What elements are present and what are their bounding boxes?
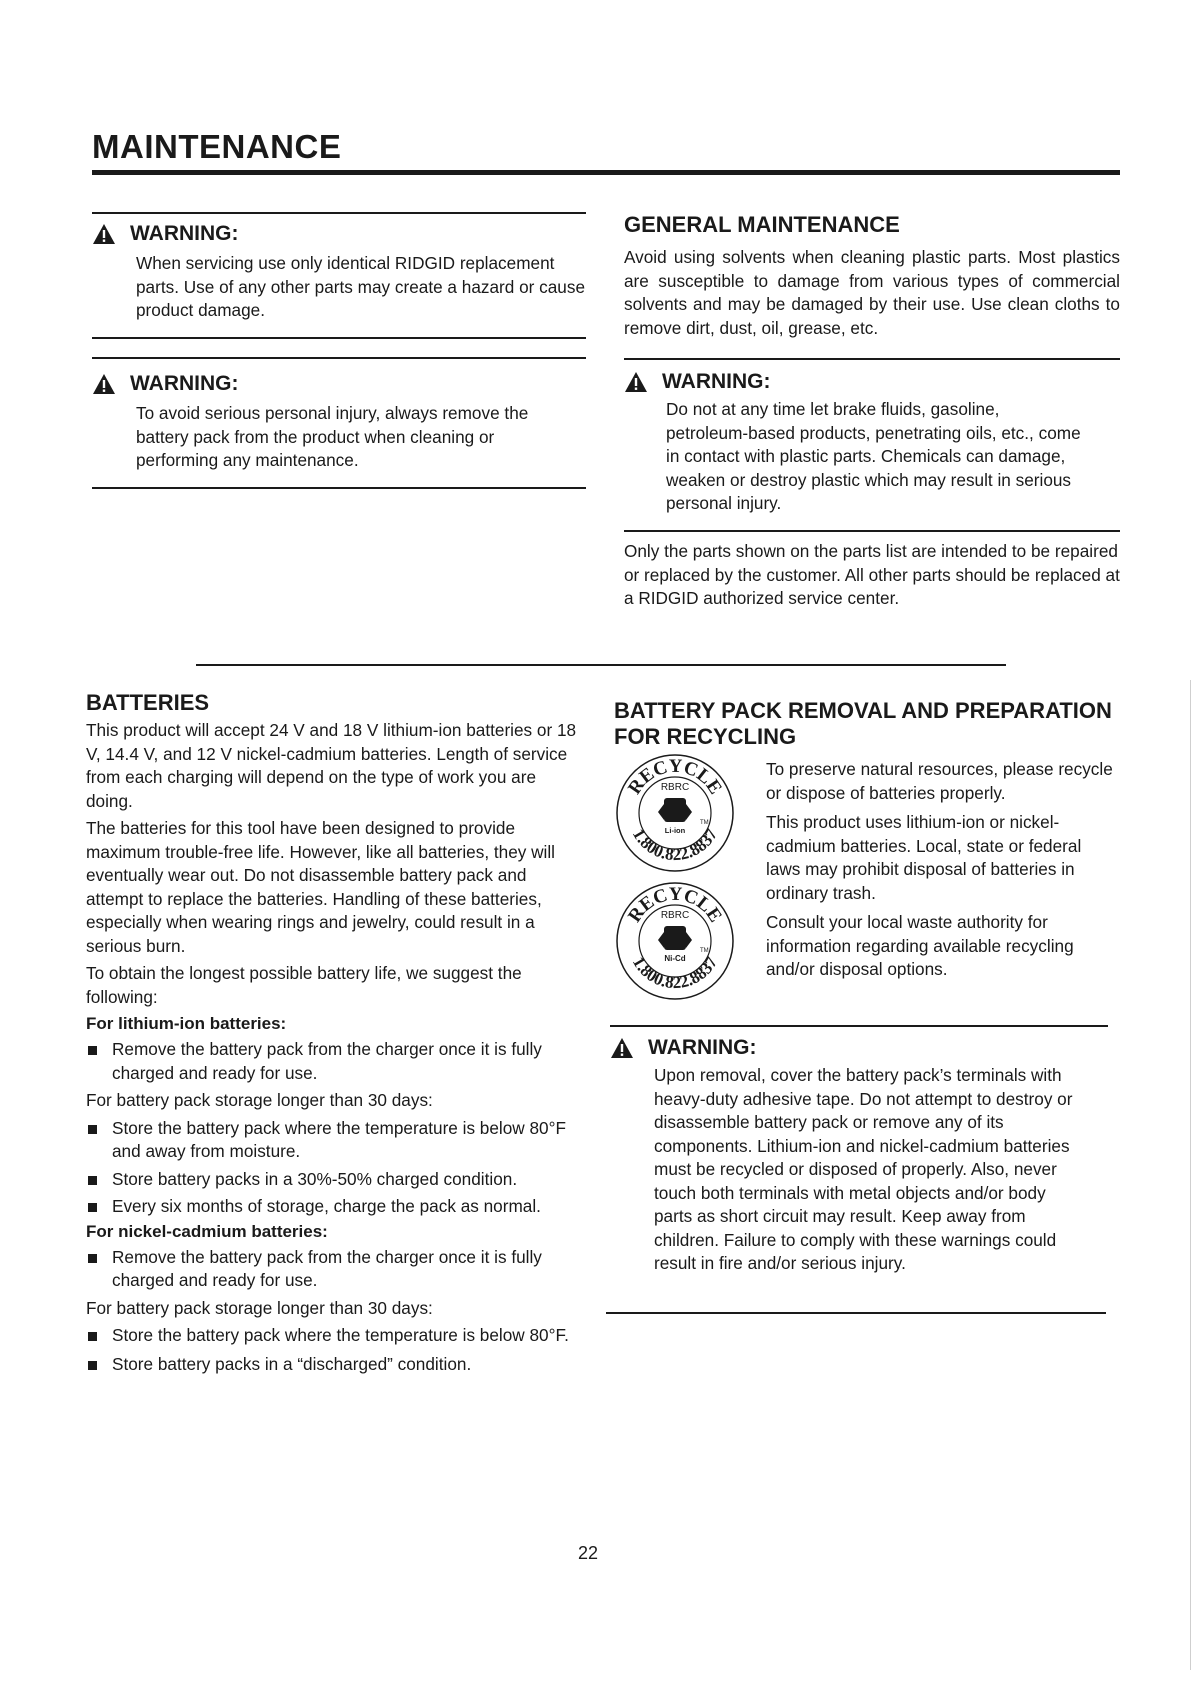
general-maintenance-heading: GENERAL MAINTENANCE xyxy=(624,212,900,237)
recycling-warning-bottom-rule xyxy=(606,1312,1106,1314)
list-item: Store battery packs in a 30%-50% charged condition. xyxy=(86,1168,586,1192)
list-item: Store the battery pack where the temperature is below 80°F and away from moisture. xyxy=(86,1117,586,1164)
title-rule xyxy=(92,170,1120,175)
batteries-paragraph-2: The batteries for this tool have been designed to provide maximum trouble-free life. However, like all batteries, they will eventually wear out. Do not disassemble battery pack and attempt to replace the batteries. Handling of these batteries, especially when wearing rings and jewelry, could result in a serious burn. xyxy=(86,818,556,956)
recycling-heading xyxy=(614,698,1134,750)
warning2-block xyxy=(92,372,586,473)
gm-warning-text: Do not at any time let brake fluids, gasoline, petroleum-based products, penetrating oils, etc., come in contact with plastic parts. Chemicals can damage, weaken or destroy plastic which may result in serious personal injury. xyxy=(666,399,1081,513)
general-maintenance-text: Avoid using solvents when cleaning plastic parts. Most plastics are susceptible to damage from various types of commercial solvents and may be damaged by their use. Use clean cloths to remove dirt, dust, oil, grease, etc. xyxy=(624,247,1120,338)
recycling-warning-text: Upon removal, cover the battery pack’s terminals with heavy-duty adhesive tape. Do not attempt to destroy or disassemble battery pack or remove any of its components. Lithium-ion and nickel-cadmium batteries must be recycled or disposed of properly. Also, never touch both terminals with metal objects and/or body parts as short circuit may result. Keep away from children. Failure to comply with these warnings could result in fire and/or serious injury. xyxy=(654,1065,1073,1273)
recycling-text-block xyxy=(766,758,1116,982)
liion-heading: For lithium-ion batteries: xyxy=(86,1014,287,1033)
warning-triangle-icon xyxy=(624,371,648,393)
warning1-top-rule xyxy=(92,212,586,214)
seal1-top-text: RECYCLE xyxy=(624,755,726,799)
warning2-label: WARNING: xyxy=(130,372,239,395)
warning1-bottom-rule xyxy=(92,337,586,339)
list-item: Remove the battery pack from the charger once it is fully charged and ready for use. xyxy=(86,1246,586,1293)
seal2-org-text: RBRC xyxy=(660,910,690,921)
warning-triangle-icon xyxy=(92,373,116,395)
rbrc-nicd-seal-icon xyxy=(614,880,736,1002)
parts-note: Only the parts shown on the parts list are intended to be repaired or replaced by the customer. All other parts should be replaced at a RIDGID authorized service center. xyxy=(624,541,1120,608)
batteries-paragraph-1: This product will accept 24 V and 18 V lithium-ion batteries or 18 V, 14.4 V, and 12 V nickel-cadmium batteries. Length of service from each charging will depend on the type of work you are doing. xyxy=(86,720,577,811)
gm-warning-bottom-rule xyxy=(624,530,1120,532)
seal2-chem-text: Ni-Cd xyxy=(664,954,686,963)
list-item: Store the battery pack where the temperature is below 80°F. xyxy=(86,1324,586,1348)
page-number: 22 xyxy=(578,1543,599,1563)
page-title: MAINTENANCE xyxy=(92,128,342,165)
list-item: Every six months of storage, charge the pack as normal. xyxy=(86,1195,586,1219)
warning-triangle-icon xyxy=(610,1037,634,1059)
recycling-heading-line1: BATTERY PACK REMOVAL AND PREPARATION xyxy=(614,698,1112,723)
batteries-section xyxy=(86,690,586,1376)
warning2-heading xyxy=(92,372,586,396)
warning1-heading xyxy=(92,222,586,246)
seal2-top-text: RECYCLE xyxy=(624,883,726,927)
warning2-bottom-rule xyxy=(92,487,586,489)
section-divider xyxy=(196,664,1006,666)
warning-triangle-icon xyxy=(92,223,116,245)
list-item: Remove the battery pack from the charger once it is fully charged and ready for use. xyxy=(86,1038,586,1085)
recycling-heading-line2: FOR RECYCLING xyxy=(614,724,797,749)
liion-storage-text: For battery pack storage longer than 30 days: xyxy=(86,1090,433,1110)
rbrc-liion-seal-icon xyxy=(614,752,736,874)
scan-edge-line xyxy=(1190,680,1191,1670)
warning2-top-rule xyxy=(92,357,586,359)
seal1-org-text: RBRC xyxy=(660,782,690,793)
seal1-chem-text: Li-ion xyxy=(664,826,686,835)
recycling-paragraph-3: Consult your local waste authority for information regarding available recycling and/or disposal options. xyxy=(766,912,1074,979)
recycling-warning-top-rule xyxy=(610,1025,1108,1027)
nicd-heading: For nickel-cadmium batteries: xyxy=(86,1221,328,1241)
nicd-storage-text: For battery pack storage longer than 30 days: xyxy=(86,1297,433,1318)
warning1-label: WARNING: xyxy=(130,222,239,245)
recycling-warning-block xyxy=(610,1036,1108,1276)
seal2-tm-text: TM xyxy=(700,948,709,954)
recycling-paragraph-2: This product uses lithium-ion or nickel-cadmium batteries. Local, state or federal laws may prohibit disposal of batteries in ordinary trash. xyxy=(766,812,1082,903)
warning1-text: When servicing use only identical RIDGID replacement parts. Use of any other parts may create a hazard or cause product damage. xyxy=(136,253,586,320)
list-item: Store battery packs in a “discharged” condition. xyxy=(86,1353,586,1377)
gm-warning-label: WARNING: xyxy=(662,370,771,393)
seal2-phone-text: 1.800.822.8837 xyxy=(628,953,722,993)
gm-warning-heading xyxy=(624,370,1120,394)
recycling-paragraph-1: To preserve natural resources, please recycle or dispose of batteries properly. xyxy=(766,759,1113,803)
recycling-warning-label: WARNING: xyxy=(648,1036,757,1059)
batteries-paragraph-3: To obtain the longest possible battery life, we suggest the following: xyxy=(86,963,522,1007)
seal1-phone-text: 1.800.822.8837 xyxy=(628,825,722,865)
recycling-warning-heading xyxy=(610,1036,1108,1060)
warning2-text: To avoid serious personal injury, always remove the battery pack from the product when cleaning or performing any maintenance. xyxy=(136,403,529,470)
seal1-tm-text: TM xyxy=(700,820,709,826)
warning1-block xyxy=(92,222,586,323)
gm-warning-top-rule xyxy=(624,358,1120,360)
batteries-heading: BATTERIES xyxy=(86,690,210,715)
gm-warning-block xyxy=(624,370,1120,516)
